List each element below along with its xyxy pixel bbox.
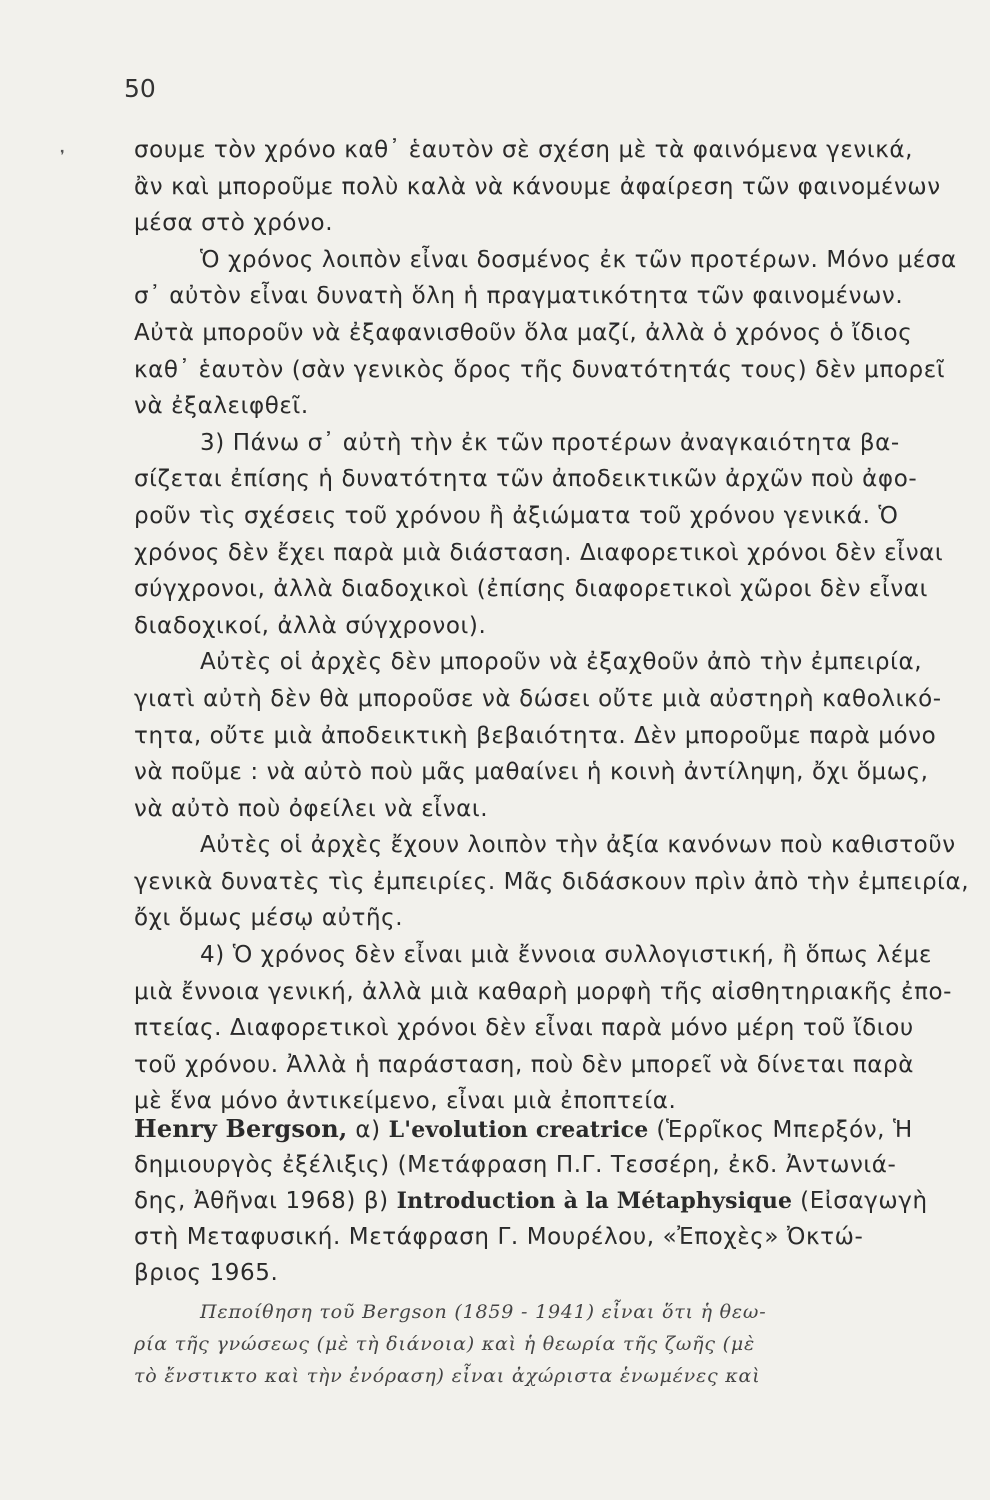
text-line: Ὁ χρόνος λοιπὸν εἶναι δοσμένος ἐκ τῶν προτέρων. Μόνο μέσα bbox=[200, 246, 957, 273]
text-line: μιὰ ἔννοια γενική, ἀλλὰ μιὰ καθαρὴ μορφὴ τῆς αἰσθητηριακῆς ἐπο- bbox=[134, 978, 953, 1005]
text-line: νὰ ἐξαλειφθεῖ. bbox=[134, 393, 309, 420]
text-line: Αὐτὰ μποροῦν νὰ ἐξαφανισθοῦν ὅλα μαζί, ἀλλὰ ὁ χρόνος ὁ ἴδιος bbox=[134, 319, 913, 346]
text-line: καθ᾽ ἑαυτὸν (σὰν γενικὸς ὅρος τῆς δυνατότητάς τους) δὲν μπορεῖ bbox=[134, 356, 946, 383]
bib-line bbox=[134, 1183, 964, 1219]
text-line: ἂν καὶ μποροῦμε πολὺ καλὰ νὰ κάνουμε ἀφαίρεση τῶν φαινομένων bbox=[134, 173, 941, 200]
bib-line bbox=[134, 1111, 964, 1147]
bibliography-entry bbox=[134, 1111, 964, 1291]
note-line: ρία τῆς γνώσεως (μὲ τὴ διάνοια) καὶ ἡ θεωρία τῆς ζωῆς (μὲ bbox=[134, 1333, 755, 1355]
text-line: σύγχρονοι, ἀλλὰ διαδοχικοὶ (ἐπίσης διαφορετικοὶ χῶροι δὲν εἶναι bbox=[134, 576, 929, 603]
text-line: ροῦν τὶς σχέσεις τοῦ χρόνου ἢ ἀξιώματα τοῦ χρόνου γενικά. Ὁ bbox=[134, 502, 899, 529]
note-line: Πεποίθηση τοῦ Bergson (1859 - 1941) εἶναι ὅτι ἡ θεω- bbox=[200, 1301, 767, 1323]
text-line: διαδοχικοί, ἀλλὰ σύγχρονοι). bbox=[134, 612, 487, 639]
text-line: ὄχι ὅμως μέσῳ αὐτῆς. bbox=[134, 905, 404, 932]
text-line: 3) Πάνω σ᾽ αὐτὴ τὴν ἐκ τῶν προτέρων ἀναγκαιότητα βα- bbox=[200, 429, 900, 456]
text-line: πτείας. Διαφορετικοὶ χρόνοι δὲν εἶναι παρὰ μόνο μέρη τοῦ ἴδιου bbox=[134, 1015, 914, 1042]
body-text bbox=[134, 132, 970, 1120]
bib-work-1-greek: (Ἑρρῖκος Μπερξόν, Ἡ bbox=[656, 1117, 913, 1143]
bib-line: στὴ Μεταφυσική. Μετάφραση Γ. Μουρέλου, «Ἐποχὲς» Ὀκτώ- bbox=[134, 1224, 864, 1250]
text-line: Αὐτὲς οἱ ἀρχὲς δὲν μποροῦν νὰ ἐξαχθοῦν ἀπὸ τὴν ἐμπειρία, bbox=[200, 649, 923, 676]
bib-line-3-start: δης, Ἀθῆναι 1968) β) bbox=[134, 1188, 389, 1214]
bib-line: βριος 1965. bbox=[134, 1260, 279, 1286]
text-line: γιατὶ αὐτὴ δὲν θὰ μποροῦσε νὰ δώσει οὔτε μιὰ αὐστηρὴ καθολικό- bbox=[134, 685, 942, 712]
text-line: μὲ ἕνα μόνο ἀντικείμενο, εἶναι μιὰ ἐποπτεία. bbox=[134, 1088, 677, 1115]
page-number: 50 bbox=[124, 74, 156, 103]
bib-marker-a: α) bbox=[355, 1117, 381, 1143]
text-line: νὰ αὐτὸ ποὺ ὀφείλει νὰ εἶναι. bbox=[134, 795, 489, 822]
text-line: μέσα στὸ χρόνο. bbox=[134, 210, 334, 237]
text-line: τητα, οὔτε μιὰ ἀποδεικτικὴ βεβαιότητα. Δὲν μποροῦμε παρὰ μόνο bbox=[134, 722, 937, 749]
text-line: Αὐτὲς οἱ ἀρχὲς ἔχουν λοιπὸν τὴν ἀξία κανόνων ποὺ καθιστοῦν bbox=[200, 832, 956, 859]
bib-author: Henry Bergson, bbox=[134, 1114, 348, 1143]
bib-line: δημιουργὸς ἐξέλιξις) (Μετάφραση Π.Γ. Τεσσέρη, ἐκδ. Ἀντωνιά- bbox=[134, 1152, 897, 1178]
text-line: σουμε τὸν χρόνο καθ᾽ ἑαυτὸν σὲ σχέση μὲ τὰ φαινόμενα γενικά, bbox=[134, 137, 914, 163]
text-line: σ᾽ αὐτὸν εἶναι δυνατὴ ὅλη ἡ πραγματικότητα τῶν φαινομένων. bbox=[134, 283, 904, 310]
margin-mark: ❜ bbox=[60, 148, 65, 164]
text-line: 4) Ὁ χρόνος δὲν εἶναι μιὰ ἔννοια συλλογιστική, ἢ ὅπως λέμε bbox=[200, 942, 933, 969]
note-line: τὸ ἔνστικτο καὶ τὴν ἐνόραση) εἶναι ἀχώριστα ἑνωμένες καὶ bbox=[134, 1365, 761, 1387]
text-line: γενικὰ δυνατὲς τὶς ἐμπειρίες. Μᾶς διδάσκουν πρὶν ἀπὸ τὴν ἐμπειρία, bbox=[134, 868, 970, 895]
bib-line-3-end: (Εἰσαγωγὴ bbox=[800, 1188, 928, 1214]
text-line: χρόνος δὲν ἔχει παρὰ μιὰ διάσταση. Διαφορετικοὶ χρόνοι δὲν εἶναι bbox=[134, 539, 944, 566]
text-line: νὰ ποῦμε : νὰ αὐτὸ ποὺ μᾶς μαθαίνει ἡ κοινὴ ἀντίληψη, ὄχι ὅμως, bbox=[134, 759, 929, 786]
italic-note bbox=[134, 1296, 964, 1392]
bib-work-2: Introduction à la Métaphysique bbox=[396, 1188, 793, 1214]
text-line: τοῦ χρόνου. Ἀλλὰ ἡ παράσταση, ποὺ δὲν μπορεῖ νὰ δίνεται παρὰ bbox=[134, 1051, 914, 1078]
bib-work-1: L'evolution creatrice bbox=[388, 1117, 649, 1143]
text-line: σίζεται ἐπίσης ἡ δυνατότητα τῶν ἀποδεικτικῶν ἀρχῶν ποὺ ἀφο- bbox=[134, 466, 918, 493]
